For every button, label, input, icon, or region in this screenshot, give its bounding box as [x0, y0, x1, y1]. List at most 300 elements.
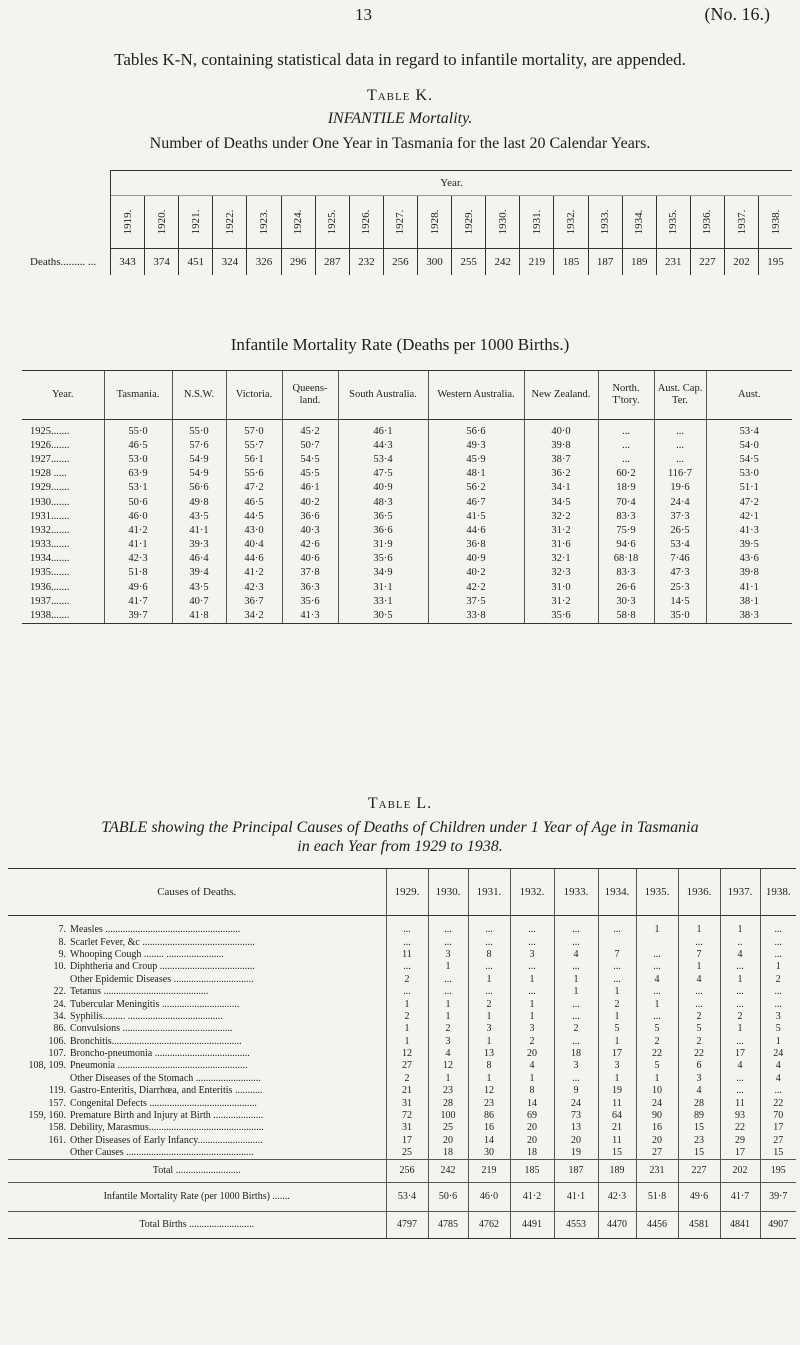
- cause-name: Broncho-pneumonia ......................................: [70, 1048, 250, 1060]
- count-cell: 2: [760, 974, 796, 986]
- count-cell: 5: [598, 1023, 636, 1035]
- year-cell: 1938.......: [22, 608, 104, 623]
- count-cell: 22: [720, 1122, 760, 1134]
- year-header: 1931.: [468, 869, 510, 916]
- count-cell: ...: [428, 924, 468, 936]
- rate-cell: 19·6: [654, 481, 706, 495]
- rate-cell: 54·5: [706, 452, 792, 466]
- count-cell: 12: [468, 1085, 510, 1097]
- value-cell: 53·4: [386, 1183, 428, 1212]
- count-cell: ...: [598, 924, 636, 936]
- rate-cell: 53·4: [654, 538, 706, 552]
- spacer-cell: [636, 916, 678, 925]
- value-cell: 4762: [468, 1212, 510, 1239]
- rate-cell: 42·3: [226, 580, 282, 594]
- count-cell: ...: [554, 936, 598, 948]
- count-cell: 93: [720, 1110, 760, 1122]
- count-cell: 15: [678, 1147, 720, 1160]
- count-cell: ...: [720, 1085, 760, 1097]
- value-cell: 256: [386, 1160, 428, 1183]
- year-cell: [179, 196, 213, 249]
- year-cell: [417, 196, 451, 249]
- deaths-cell: 231: [656, 249, 690, 276]
- rate-cell: 38·3: [706, 608, 792, 623]
- rate-cell: ...: [598, 452, 654, 466]
- deaths-cell: 187: [588, 249, 622, 276]
- count-cell: 1: [720, 1023, 760, 1035]
- year-cell: [145, 196, 179, 249]
- count-cell: 1: [428, 1011, 468, 1023]
- rate-cell: 37·8: [282, 566, 338, 580]
- count-cell: 11: [598, 1135, 636, 1147]
- count-cell: 2: [598, 998, 636, 1010]
- spacer-cell: [510, 916, 554, 925]
- year-label: 1921.: [189, 209, 202, 235]
- rate-cell: 39·5: [706, 538, 792, 552]
- count-cell: 27: [760, 1135, 796, 1147]
- deaths-cell: 195: [759, 249, 792, 276]
- rate-cell: 54·0: [706, 438, 792, 452]
- value-cell: 187: [554, 1160, 598, 1183]
- count-cell: 86: [468, 1110, 510, 1122]
- count-cell: ...: [386, 986, 428, 998]
- year-header: 1933.: [554, 869, 598, 916]
- count-cell: 1: [720, 924, 760, 936]
- count-cell: 4: [636, 974, 678, 986]
- rate-row: [8, 1183, 796, 1212]
- count-cell: 7: [678, 949, 720, 961]
- rate-cell: 48·1: [428, 467, 524, 481]
- count-cell: 3: [428, 1036, 468, 1048]
- count-cell: 25: [386, 1147, 428, 1160]
- count-cell: 12: [386, 1048, 428, 1060]
- cause-name: Tetanus ..........................................: [70, 986, 209, 998]
- value-cell: 51·8: [636, 1183, 678, 1212]
- rate-cell: 41·7: [104, 594, 172, 608]
- count-cell: 4: [720, 949, 760, 961]
- count-cell: ...: [428, 936, 468, 948]
- count-cell: 1: [386, 998, 428, 1010]
- rate-cell: 58·8: [598, 608, 654, 623]
- rate-cell: 26·6: [598, 580, 654, 594]
- year-cell: [111, 196, 145, 249]
- rate-cell: 30·5: [338, 608, 428, 623]
- table-row: [22, 481, 792, 495]
- year-cell: 1931.......: [30, 510, 70, 522]
- spacer-cell: [428, 916, 468, 925]
- count-cell: 17: [760, 1122, 796, 1134]
- count-cell: 2: [678, 1011, 720, 1023]
- count-cell: 4: [760, 1060, 796, 1072]
- count-cell: 31: [386, 1097, 428, 1109]
- cause-code: [8, 974, 70, 986]
- rate-cell: 47·2: [226, 481, 282, 495]
- rate-cell: 41·1: [172, 523, 226, 537]
- count-cell: 2: [428, 1023, 468, 1035]
- year-label: 1930.: [496, 209, 509, 235]
- deaths-cell: 227: [690, 249, 724, 276]
- rate-cell: 45·2: [282, 420, 338, 439]
- table-row: [22, 608, 792, 623]
- rate-cell: 24·4: [654, 495, 706, 509]
- rate-cell: 50·7: [282, 438, 338, 452]
- rate-cell: 40·0: [524, 420, 598, 439]
- value-cell: 231: [636, 1160, 678, 1183]
- count-cell: 4: [760, 1073, 796, 1085]
- year-label: 1926.: [360, 209, 373, 235]
- column-header: New Zealand.: [524, 371, 598, 420]
- spacer-cell: [386, 916, 428, 925]
- deaths-row-label: Deaths......... ...: [30, 255, 97, 268]
- table-row: [22, 467, 792, 481]
- rate-cell: 47·5: [338, 467, 428, 481]
- year-header: Year.: [111, 171, 793, 196]
- year-cell: [656, 196, 690, 249]
- deaths-cell: 242: [486, 249, 520, 276]
- table-row: [8, 936, 796, 948]
- rate-cell: 41·2: [104, 523, 172, 537]
- count-cell: 5: [636, 1023, 678, 1035]
- year-cell: [724, 196, 758, 249]
- count-cell: 23: [678, 1135, 720, 1147]
- deaths-cell: 256: [383, 249, 417, 276]
- rate-cell: 43·6: [706, 552, 792, 566]
- rate-cell: 47·3: [654, 566, 706, 580]
- year-header: 1932.: [510, 869, 554, 916]
- count-cell: ...: [760, 949, 796, 961]
- deaths-cell: 189: [622, 249, 656, 276]
- rate-cell: 46·0: [104, 509, 172, 523]
- cause-code: 119.: [48, 1085, 66, 1097]
- count-cell: 3: [760, 1011, 796, 1023]
- year-header: 1934.: [598, 869, 636, 916]
- rate-cell: 51·8: [104, 566, 172, 580]
- births-row: [8, 1212, 796, 1239]
- rate-cell: 31·1: [338, 580, 428, 594]
- year-header: 1936.: [678, 869, 720, 916]
- year-cell: [349, 196, 383, 249]
- count-cell: 1: [636, 998, 678, 1010]
- count-cell: 3: [468, 1023, 510, 1035]
- cause-name: Diphtheria and Croup ......................................: [70, 961, 255, 973]
- spacer-cell: [760, 916, 796, 925]
- rate-cell: 32·1: [524, 552, 598, 566]
- year-cell: [520, 196, 554, 249]
- count-cell: 90: [636, 1110, 678, 1122]
- rate-cell: 46·7: [428, 495, 524, 509]
- rate-cell: ...: [598, 438, 654, 452]
- rate-cell: 44·5: [226, 509, 282, 523]
- rate-cell: 51·1: [706, 481, 792, 495]
- count-cell: 14: [510, 1097, 554, 1109]
- count-cell: ...: [636, 1011, 678, 1023]
- year-cell: 1936.......: [30, 581, 70, 593]
- year-label: 1925.: [326, 209, 339, 235]
- table-row: [8, 1011, 796, 1023]
- rate-cell: 42·2: [428, 580, 524, 594]
- rate-row-label: Infantile Mortality Rate (per 1000 Births) .......: [8, 1183, 386, 1212]
- count-cell: 1: [386, 1036, 428, 1048]
- total-row: [8, 1160, 796, 1183]
- rate-cell: ...: [654, 420, 706, 439]
- cause-code: 107.: [48, 1048, 66, 1060]
- value-cell: 4785: [428, 1212, 468, 1239]
- cause-code: 157.: [48, 1097, 66, 1109]
- count-cell: 2: [386, 1073, 428, 1085]
- table-row: [8, 1122, 796, 1134]
- rate-cell: 55·0: [104, 420, 172, 439]
- cause-name: Whooping Cough ........ .......................: [70, 948, 224, 960]
- year-header: 1930.: [428, 869, 468, 916]
- year-cell: [247, 196, 281, 249]
- cause-code: 86.: [53, 1023, 66, 1035]
- count-cell: ...: [386, 924, 428, 936]
- rate-cell: 34·1: [524, 481, 598, 495]
- value-cell: 39·7: [760, 1183, 796, 1212]
- births-row-label: Total Births ..........................: [8, 1212, 386, 1239]
- rate-cell: 31·2: [524, 594, 598, 608]
- spacer-cell: [554, 916, 598, 925]
- count-cell: 3: [428, 949, 468, 961]
- year-cell: [281, 196, 315, 249]
- count-cell: 27: [386, 1060, 428, 1072]
- count-cell: 73: [554, 1110, 598, 1122]
- rate-cell: 43·5: [172, 509, 226, 523]
- column-header: N.S.W.: [172, 371, 226, 420]
- cause-name: Debility, Marasmus..............................................: [70, 1122, 264, 1134]
- value-cell: 242: [428, 1160, 468, 1183]
- table-row: [8, 1110, 796, 1122]
- count-cell: 1: [598, 1036, 636, 1048]
- cause-name: Scarlet Fever, &c .............................................: [70, 936, 255, 948]
- year-label: 1928.: [428, 209, 441, 235]
- count-cell: 2: [468, 998, 510, 1010]
- value-cell: 4456: [636, 1212, 678, 1239]
- rate-cell: 40·9: [428, 552, 524, 566]
- count-cell: 22: [678, 1048, 720, 1060]
- count-cell: 1: [554, 974, 598, 986]
- rate-cell: 41·5: [428, 509, 524, 523]
- count-cell: ...: [760, 998, 796, 1010]
- count-cell: 11: [386, 949, 428, 961]
- count-cell: ...: [554, 1073, 598, 1085]
- year-header: 1937.: [720, 869, 760, 916]
- rate-cell: 35·6: [282, 594, 338, 608]
- rate-cell: 46·4: [172, 552, 226, 566]
- cause-code: 10.: [53, 961, 66, 973]
- rate-cell: 34·9: [338, 566, 428, 580]
- year-label: 1929.: [462, 209, 475, 235]
- count-cell: 4: [720, 1060, 760, 1072]
- rate-cell: 54·5: [282, 452, 338, 466]
- column-header: Tasmania.: [104, 371, 172, 420]
- count-cell: ...: [678, 936, 720, 948]
- rate-cell: 53·1: [104, 481, 172, 495]
- rate-cell: 56·2: [428, 481, 524, 495]
- rate-cell: 39·3: [172, 538, 226, 552]
- column-header: Victoria.: [226, 371, 282, 420]
- count-cell: 1: [678, 924, 720, 936]
- count-cell: ...: [510, 924, 554, 936]
- value-cell: 4491: [510, 1212, 554, 1239]
- count-cell: 20: [510, 1122, 554, 1134]
- count-cell: 1: [510, 1011, 554, 1023]
- rate-cell: 46·1: [338, 420, 428, 439]
- count-cell: 13: [554, 1122, 598, 1134]
- rate-cell: 36·6: [282, 509, 338, 523]
- count-cell: 1: [468, 1036, 510, 1048]
- rate-cell: 43·5: [172, 580, 226, 594]
- rate-cell: 116·7: [654, 467, 706, 481]
- year-cell: [622, 196, 656, 249]
- year-cell: 1933.......: [30, 539, 70, 551]
- count-cell: 10: [636, 1085, 678, 1097]
- count-cell: 5: [760, 1023, 796, 1035]
- deaths-cell: 374: [145, 249, 179, 276]
- rate-cell: 55·7: [226, 438, 282, 452]
- cause-name: Other Diseases of Early Infancy..........................: [70, 1134, 263, 1146]
- count-cell: 12: [428, 1060, 468, 1072]
- count-cell: ...: [636, 961, 678, 973]
- rate-cell: 33·8: [428, 608, 524, 623]
- year-cell: [588, 196, 622, 249]
- rate-cell: 68·18: [598, 552, 654, 566]
- rate-cell: 40·9: [338, 481, 428, 495]
- year-header: 1929.: [386, 869, 428, 916]
- table-row: [8, 986, 796, 998]
- count-cell: 20: [636, 1135, 678, 1147]
- deaths-cell: 219: [520, 249, 554, 276]
- value-cell: 195: [760, 1160, 796, 1183]
- rate-cell: 40·2: [428, 566, 524, 580]
- cause-code: [8, 1073, 70, 1085]
- rate-cell: 44·6: [226, 552, 282, 566]
- count-cell: 1: [760, 1036, 796, 1048]
- causes-header: Causes of Deaths.: [8, 869, 386, 916]
- count-cell: ...: [636, 949, 678, 961]
- count-cell: 70: [760, 1110, 796, 1122]
- rate-cell: 34·2: [226, 608, 282, 623]
- column-header: North. T'tory.: [598, 371, 654, 420]
- count-cell: [636, 936, 678, 948]
- count-cell: 18: [510, 1147, 554, 1160]
- table-row: [22, 509, 792, 523]
- rate-cell: 32·2: [524, 509, 598, 523]
- rate-cell: 40·4: [226, 538, 282, 552]
- count-cell: 1: [720, 974, 760, 986]
- count-cell: 7: [598, 949, 636, 961]
- count-cell: 21: [386, 1085, 428, 1097]
- count-cell: ...: [510, 936, 554, 948]
- count-cell: ...: [428, 986, 468, 998]
- count-cell: 22: [636, 1048, 678, 1060]
- year-cell: [690, 196, 724, 249]
- intro-paragraph: Tables K-N, containing statistical data in regard to infantile mortality, are appended.: [114, 50, 686, 69]
- table-row: [22, 538, 792, 552]
- count-cell: 4: [678, 974, 720, 986]
- column-header: Western Australia.: [428, 371, 524, 420]
- deaths-by-year-table: [30, 170, 792, 275]
- year-label: 1931.: [530, 209, 543, 235]
- cause-code: 161.: [48, 1134, 66, 1146]
- rate-cell: 35·6: [524, 608, 598, 623]
- year-label: 1927.: [394, 209, 407, 235]
- cause-name: Convulsions ............................................: [70, 1023, 233, 1035]
- rate-cell: 37·5: [428, 594, 524, 608]
- rate-cell: 94·6: [598, 538, 654, 552]
- spacer-cell: [720, 916, 760, 925]
- count-cell: 3: [510, 1023, 554, 1035]
- column-header: Aust. Cap. Ter.: [654, 371, 706, 420]
- value-cell: 227: [678, 1160, 720, 1183]
- count-cell: ...: [554, 1011, 598, 1023]
- spacer-cell: [598, 916, 636, 925]
- rate-cell: 7·46: [654, 552, 706, 566]
- table-row: [22, 580, 792, 594]
- column-header: Queens-land.: [282, 371, 338, 420]
- total-row-label: Total ..........................: [8, 1160, 386, 1183]
- page-number: 13: [355, 5, 372, 24]
- column-header: South Australia.: [338, 371, 428, 420]
- year-cell: [554, 196, 588, 249]
- count-cell: ...: [554, 924, 598, 936]
- value-cell: 189: [598, 1160, 636, 1183]
- rate-cell: 45·5: [282, 467, 338, 481]
- count-cell: 89: [678, 1110, 720, 1122]
- rate-cell: 57·6: [172, 438, 226, 452]
- causes-of-death-table: [8, 868, 796, 1239]
- year-label: 1923.: [257, 209, 270, 235]
- table-l-caption-line2: in each Year from 1929 to 1938.: [297, 838, 503, 855]
- value-cell: 41·2: [510, 1183, 554, 1212]
- count-cell: 25: [428, 1122, 468, 1134]
- rate-cell: 41·1: [104, 538, 172, 552]
- rate-cell: ...: [654, 438, 706, 452]
- count-cell: 19: [598, 1085, 636, 1097]
- count-cell: 1: [428, 998, 468, 1010]
- rate-cell: 56·6: [172, 481, 226, 495]
- count-cell: 2: [636, 1036, 678, 1048]
- rate-cell: 42·6: [282, 538, 338, 552]
- rate-cell: 56·6: [428, 420, 524, 439]
- cause-code: 22.: [53, 986, 66, 998]
- rate-cell: 36·2: [524, 467, 598, 481]
- rate-cell: 46·5: [226, 495, 282, 509]
- count-cell: ...: [720, 986, 760, 998]
- count-cell: ...: [760, 1085, 796, 1097]
- spacer-cell: [8, 916, 70, 925]
- rate-cell: 33·1: [338, 594, 428, 608]
- cause-name: Premature Birth and Injury at Birth ....................: [70, 1110, 264, 1122]
- rate-cell: 60·2: [598, 467, 654, 481]
- rate-cell: ...: [654, 452, 706, 466]
- year-cell: 1937.......: [30, 595, 70, 607]
- count-cell: 6: [678, 1060, 720, 1072]
- table-row: [8, 1085, 796, 1097]
- count-cell: 31: [386, 1122, 428, 1134]
- count-cell: 15: [678, 1122, 720, 1134]
- count-cell: ...: [428, 974, 468, 986]
- count-cell: 1: [598, 986, 636, 998]
- count-cell: 1: [636, 924, 678, 936]
- rate-cell: 36·7: [226, 594, 282, 608]
- count-cell: [598, 936, 636, 948]
- year-label: 1924.: [292, 209, 305, 235]
- table-row: [8, 1060, 796, 1072]
- rate-cell: 39·4: [172, 566, 226, 580]
- table-row: [8, 1023, 796, 1035]
- count-cell: ...: [678, 986, 720, 998]
